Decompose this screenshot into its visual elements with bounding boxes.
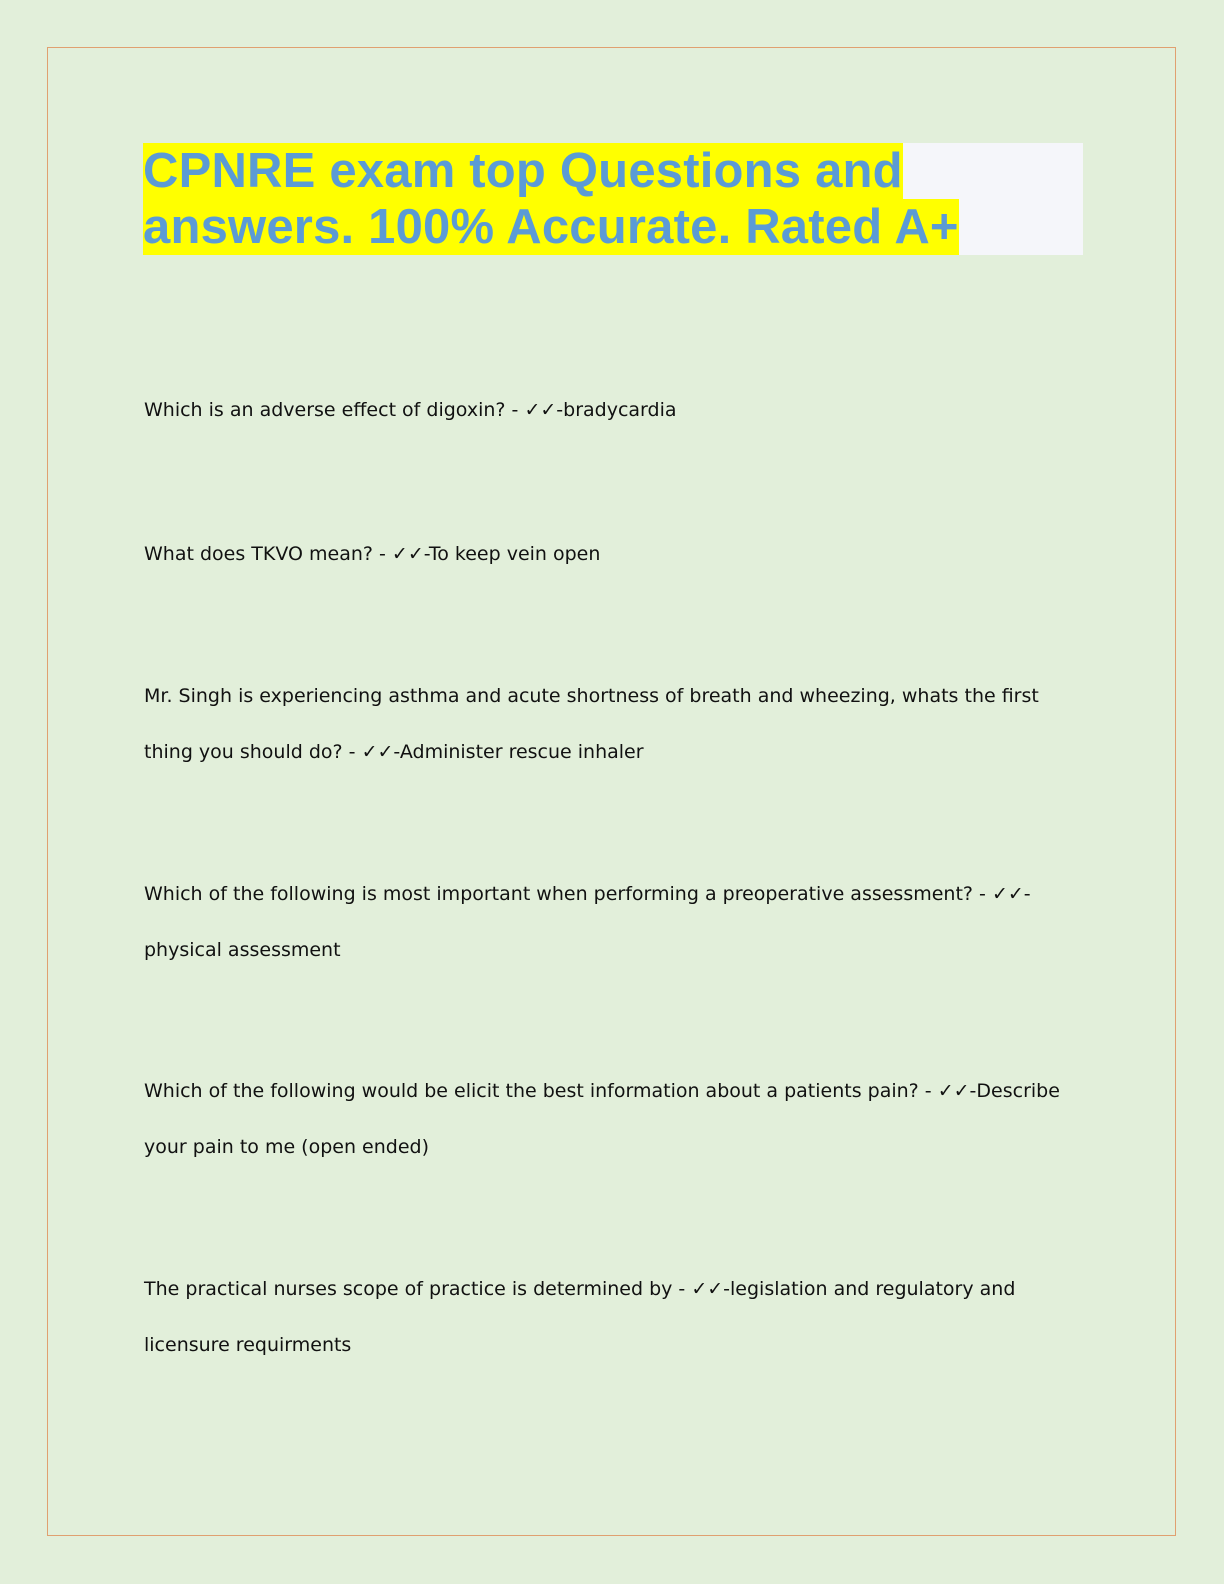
qa-item <box>144 1063 1084 1175</box>
answer-text: -Describe your pain to me (open ended) <box>144 1080 1060 1158</box>
question-text: What does TKVO mean? - <box>144 543 392 565</box>
document-title <box>143 143 1083 255</box>
answer-text: -physical assessment <box>144 883 1031 961</box>
qa-item <box>144 382 1084 438</box>
qa-item <box>144 668 1084 780</box>
question-text: Which of the following would be elicit the best information about a patients pain? - <box>144 1080 938 1102</box>
answer-text: -To keep vein open <box>423 543 601 565</box>
check-icon: ✓✓ <box>937 1080 970 1102</box>
qa-item <box>144 1261 1084 1373</box>
check-icon: ✓✓ <box>991 883 1024 905</box>
question-text: Mr. Singh is experiencing asthma and acute shortness of breath and wheezing, whats the first thing you should do? - <box>144 685 1039 763</box>
check-icon: ✓✓ <box>391 543 424 565</box>
check-icon: ✓✓ <box>524 399 557 421</box>
answer-text: -Administer rescue inhaler <box>393 741 644 763</box>
question-text: The practical nurses scope of practice is determined by - <box>144 1278 692 1300</box>
check-icon: ✓✓ <box>361 741 394 763</box>
question-text: Which is an adverse effect of digoxin? - <box>144 399 525 421</box>
question-text: Which of the following is most important when performing a preoperative assessment? - <box>144 883 992 905</box>
title-line-1: CPNRE exam top Questions and <box>143 144 903 198</box>
answer-text: -bradycardia <box>556 399 677 421</box>
check-icon: ✓✓ <box>691 1278 724 1300</box>
answer-text: -legislation and regulatory and licensure requirments <box>144 1278 1016 1356</box>
qa-item <box>144 526 1084 582</box>
qa-item <box>144 866 1084 978</box>
title-line-2: answers. 100% Accurate. Rated A+ <box>143 200 959 254</box>
